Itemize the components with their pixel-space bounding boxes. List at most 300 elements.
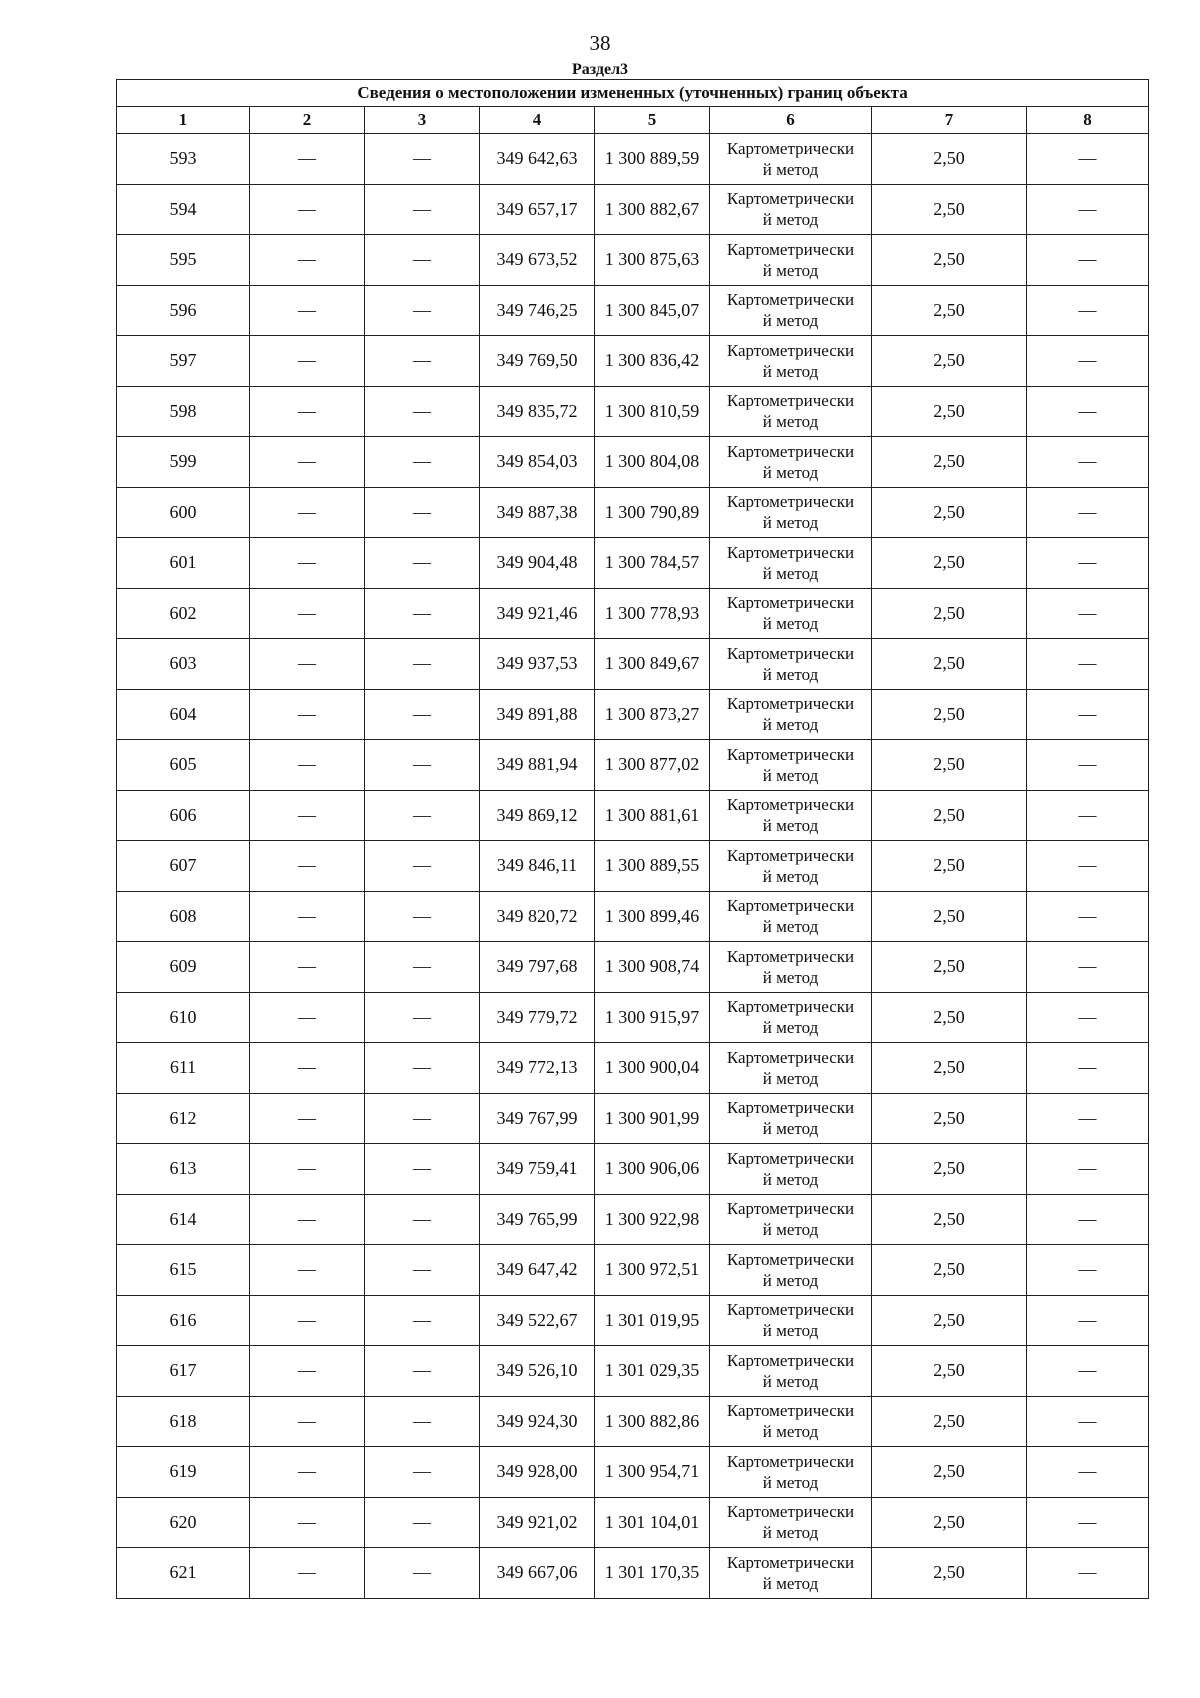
col3-cell: —: [365, 1144, 480, 1195]
col8-cell: —: [1027, 1447, 1149, 1498]
col2-cell: —: [250, 1548, 365, 1599]
table-row: [117, 1194, 1149, 1245]
precision-cell: 2,50: [872, 538, 1027, 589]
col8-cell: —: [1027, 1548, 1149, 1599]
col3-cell: —: [365, 285, 480, 336]
col8-cell: —: [1027, 992, 1149, 1043]
col2-cell: —: [250, 1043, 365, 1094]
precision-cell: 2,50: [872, 184, 1027, 235]
y-coordinate-cell: 1 300 901,99: [595, 1093, 710, 1144]
table-row: [117, 891, 1149, 942]
x-coordinate-cell: 349 891,88: [480, 689, 595, 740]
col2-cell: —: [250, 235, 365, 286]
precision-cell: 2,50: [872, 942, 1027, 993]
y-coordinate-cell: 1 300 908,74: [595, 942, 710, 993]
col3-cell: —: [365, 1245, 480, 1296]
x-coordinate-cell: 349 667,06: [480, 1548, 595, 1599]
col8-cell: —: [1027, 942, 1149, 993]
col8-cell: —: [1027, 336, 1149, 387]
col2-cell: —: [250, 841, 365, 892]
col8-cell: —: [1027, 1295, 1149, 1346]
method-text-line: й метод: [762, 917, 819, 937]
precision-cell: 2,50: [872, 689, 1027, 740]
method-cell: [710, 891, 872, 942]
x-coordinate-cell: 349 904,48: [480, 538, 595, 589]
col3-cell: —: [365, 1194, 480, 1245]
col8-cell: —: [1027, 841, 1149, 892]
method-text-line: Картометрически: [726, 1401, 855, 1421]
x-coordinate-cell: 349 846,11: [480, 841, 595, 892]
precision-cell: 2,50: [872, 1144, 1027, 1195]
col3-cell: —: [365, 942, 480, 993]
table-body: [117, 134, 1149, 1599]
precision-cell: 2,50: [872, 1548, 1027, 1599]
y-coordinate-cell: 1 300 873,27: [595, 689, 710, 740]
method-cell: [710, 487, 872, 538]
col2-cell: —: [250, 386, 365, 437]
col3-cell: —: [365, 184, 480, 235]
method-text-line: й метод: [762, 614, 819, 634]
col3-cell: —: [365, 386, 480, 437]
x-coordinate-cell: 349 797,68: [480, 942, 595, 993]
column-header-8: 8: [1027, 107, 1149, 134]
method-text-line: Картометрически: [726, 1451, 855, 1471]
x-coordinate-cell: 349 765,99: [480, 1194, 595, 1245]
method-text-line: Картометрически: [726, 492, 855, 512]
col8-cell: —: [1027, 891, 1149, 942]
method-text-line: й метод: [762, 513, 819, 533]
col8-cell: —: [1027, 1497, 1149, 1548]
point-number-cell: 596: [117, 285, 250, 336]
point-number-cell: 599: [117, 437, 250, 488]
table-row: [117, 790, 1149, 841]
col2-cell: —: [250, 1093, 365, 1144]
col3-cell: —: [365, 588, 480, 639]
col2-cell: —: [250, 1245, 365, 1296]
x-coordinate-cell: 349 921,02: [480, 1497, 595, 1548]
table-row: [117, 1396, 1149, 1447]
col2-cell: —: [250, 1295, 365, 1346]
y-coordinate-cell: 1 301 019,95: [595, 1295, 710, 1346]
table-row: [117, 386, 1149, 437]
point-number-cell: 611: [117, 1043, 250, 1094]
col8-cell: —: [1027, 1346, 1149, 1397]
method-text-line: Картометрически: [726, 239, 855, 259]
col3-cell: —: [365, 1295, 480, 1346]
method-text-line: Картометрически: [726, 694, 855, 714]
table-row: [117, 487, 1149, 538]
x-coordinate-cell: 349 887,38: [480, 487, 595, 538]
point-number-cell: 594: [117, 184, 250, 235]
col2-cell: —: [250, 942, 365, 993]
method-text-line: й метод: [762, 159, 819, 179]
x-coordinate-cell: 349 673,52: [480, 235, 595, 286]
table-row: [117, 538, 1149, 589]
col2-cell: —: [250, 285, 365, 336]
method-text-line: й метод: [762, 361, 819, 381]
method-text-line: й метод: [762, 1169, 819, 1189]
col8-cell: —: [1027, 538, 1149, 589]
table-row: [117, 184, 1149, 235]
col8-cell: —: [1027, 689, 1149, 740]
method-cell: [710, 1144, 872, 1195]
method-text-line: Картометрически: [726, 290, 855, 310]
y-coordinate-cell: 1 300 899,46: [595, 891, 710, 942]
point-number-cell: 616: [117, 1295, 250, 1346]
col3-cell: —: [365, 841, 480, 892]
method-text-line: Картометрически: [726, 643, 855, 663]
method-cell: [710, 588, 872, 639]
col3-cell: —: [365, 1093, 480, 1144]
col2-cell: —: [250, 538, 365, 589]
col3-cell: —: [365, 1497, 480, 1548]
point-number-cell: 595: [117, 235, 250, 286]
precision-cell: 2,50: [872, 1245, 1027, 1296]
col8-cell: —: [1027, 740, 1149, 791]
method-cell: [710, 1245, 872, 1296]
x-coordinate-cell: 349 642,63: [480, 134, 595, 185]
col3-cell: —: [365, 740, 480, 791]
method-text-line: Картометрически: [726, 744, 855, 764]
y-coordinate-cell: 1 300 849,67: [595, 639, 710, 690]
y-coordinate-cell: 1 300 875,63: [595, 235, 710, 286]
col2-cell: —: [250, 336, 365, 387]
method-cell: [710, 942, 872, 993]
y-coordinate-cell: 1 300 915,97: [595, 992, 710, 1043]
method-text-line: Картометрически: [726, 593, 855, 613]
point-number-cell: 597: [117, 336, 250, 387]
method-text-line: й метод: [762, 1321, 819, 1341]
col8-cell: —: [1027, 134, 1149, 185]
y-coordinate-cell: 1 300 906,06: [595, 1144, 710, 1195]
table-row: [117, 841, 1149, 892]
method-text-line: й метод: [762, 816, 819, 836]
x-coordinate-cell: 349 937,53: [480, 639, 595, 690]
method-text-line: Картометрически: [726, 542, 855, 562]
method-text-line: Картометрически: [726, 441, 855, 461]
y-coordinate-cell: 1 300 810,59: [595, 386, 710, 437]
method-text-line: й метод: [762, 210, 819, 230]
table-row: [117, 1295, 1149, 1346]
method-text-line: Картометрически: [726, 1148, 855, 1168]
precision-cell: 2,50: [872, 790, 1027, 841]
method-text-line: Картометрически: [726, 997, 855, 1017]
method-cell: [710, 1497, 872, 1548]
precision-cell: 2,50: [872, 386, 1027, 437]
column-header-3: 3: [365, 107, 480, 134]
method-text-line: й метод: [762, 1220, 819, 1240]
method-text-line: й метод: [762, 412, 819, 432]
col3-cell: —: [365, 1396, 480, 1447]
table-row: [117, 1497, 1149, 1548]
point-number-cell: 613: [117, 1144, 250, 1195]
table-row: [117, 588, 1149, 639]
table-row: [117, 689, 1149, 740]
col2-cell: —: [250, 790, 365, 841]
col2-cell: —: [250, 992, 365, 1043]
method-text-line: й метод: [762, 311, 819, 331]
method-cell: [710, 1295, 872, 1346]
col3-cell: —: [365, 437, 480, 488]
y-coordinate-cell: 1 300 784,57: [595, 538, 710, 589]
point-number-cell: 619: [117, 1447, 250, 1498]
table-row: [117, 336, 1149, 387]
method-text-line: й метод: [762, 967, 819, 987]
col8-cell: —: [1027, 1144, 1149, 1195]
col8-cell: —: [1027, 790, 1149, 841]
x-coordinate-cell: 349 869,12: [480, 790, 595, 841]
point-number-cell: 614: [117, 1194, 250, 1245]
method-text-line: Картометрически: [726, 1502, 855, 1522]
column-header-1: 1: [117, 107, 250, 134]
x-coordinate-cell: 349 928,00: [480, 1447, 595, 1498]
method-text-line: й метод: [762, 664, 819, 684]
method-text-line: й метод: [762, 563, 819, 583]
point-number-cell: 601: [117, 538, 250, 589]
precision-cell: 2,50: [872, 740, 1027, 791]
col2-cell: —: [250, 639, 365, 690]
col3-cell: —: [365, 689, 480, 740]
precision-cell: 2,50: [872, 285, 1027, 336]
method-text-line: Картометрически: [726, 189, 855, 209]
method-cell: [710, 1043, 872, 1094]
method-cell: [710, 841, 872, 892]
point-number-cell: 610: [117, 992, 250, 1043]
method-text-line: й метод: [762, 1472, 819, 1492]
point-number-cell: 603: [117, 639, 250, 690]
col2-cell: —: [250, 1144, 365, 1195]
x-coordinate-cell: 349 772,13: [480, 1043, 595, 1094]
precision-cell: 2,50: [872, 1497, 1027, 1548]
point-number-cell: 612: [117, 1093, 250, 1144]
x-coordinate-cell: 349 526,10: [480, 1346, 595, 1397]
col3-cell: —: [365, 1447, 480, 1498]
table-row: [117, 1447, 1149, 1498]
col2-cell: —: [250, 134, 365, 185]
col3-cell: —: [365, 1548, 480, 1599]
method-cell: [710, 1346, 872, 1397]
y-coordinate-cell: 1 300 882,67: [595, 184, 710, 235]
method-text-line: Картометрически: [726, 340, 855, 360]
y-coordinate-cell: 1 300 900,04: [595, 1043, 710, 1094]
col8-cell: —: [1027, 487, 1149, 538]
method-text-line: Картометрически: [726, 1047, 855, 1067]
y-coordinate-cell: 1 300 889,59: [595, 134, 710, 185]
col3-cell: —: [365, 487, 480, 538]
method-text-line: Картометрически: [726, 845, 855, 865]
method-cell: [710, 437, 872, 488]
precision-cell: 2,50: [872, 1194, 1027, 1245]
method-cell: [710, 1396, 872, 1447]
column-header-4: 4: [480, 107, 595, 134]
column-header-7: 7: [872, 107, 1027, 134]
precision-cell: 2,50: [872, 336, 1027, 387]
x-coordinate-cell: 349 769,50: [480, 336, 595, 387]
col2-cell: —: [250, 184, 365, 235]
method-text-line: й метод: [762, 1422, 819, 1442]
method-cell: [710, 336, 872, 387]
table-row: [117, 1245, 1149, 1296]
x-coordinate-cell: 349 835,72: [480, 386, 595, 437]
x-coordinate-cell: 349 759,41: [480, 1144, 595, 1195]
point-number-cell: 617: [117, 1346, 250, 1397]
col2-cell: —: [250, 588, 365, 639]
precision-cell: 2,50: [872, 1295, 1027, 1346]
point-number-cell: 605: [117, 740, 250, 791]
method-text-line: Картометрически: [726, 1300, 855, 1320]
col2-cell: —: [250, 689, 365, 740]
x-coordinate-cell: 349 746,25: [480, 285, 595, 336]
point-number-cell: 609: [117, 942, 250, 993]
col2-cell: —: [250, 1396, 365, 1447]
table-row: [117, 235, 1149, 286]
col2-cell: —: [250, 487, 365, 538]
col2-cell: —: [250, 437, 365, 488]
precision-cell: 2,50: [872, 588, 1027, 639]
method-cell: [710, 689, 872, 740]
page-number: 38: [589, 31, 611, 55]
point-number-cell: 607: [117, 841, 250, 892]
y-coordinate-cell: 1 300 881,61: [595, 790, 710, 841]
point-number-cell: 593: [117, 134, 250, 185]
col3-cell: —: [365, 992, 480, 1043]
x-coordinate-cell: 349 820,72: [480, 891, 595, 942]
col8-cell: —: [1027, 1093, 1149, 1144]
y-coordinate-cell: 1 301 029,35: [595, 1346, 710, 1397]
column-number-row: [117, 107, 1149, 134]
method-text-line: Картометрически: [726, 1552, 855, 1572]
col8-cell: —: [1027, 588, 1149, 639]
col8-cell: —: [1027, 285, 1149, 336]
method-text-line: й метод: [762, 866, 819, 886]
col8-cell: —: [1027, 184, 1149, 235]
precision-cell: 2,50: [872, 134, 1027, 185]
col3-cell: —: [365, 891, 480, 942]
method-cell: [710, 992, 872, 1043]
method-cell: [710, 285, 872, 336]
method-text-line: й метод: [762, 1018, 819, 1038]
method-text-line: Картометрически: [726, 138, 855, 158]
precision-cell: 2,50: [872, 1396, 1027, 1447]
method-cell: [710, 1548, 872, 1599]
col8-cell: —: [1027, 437, 1149, 488]
method-text-line: Картометрически: [726, 896, 855, 916]
table-caption: Сведения о местоположении измененных (уточненных) границ объекта: [117, 80, 1149, 107]
y-coordinate-cell: 1 300 804,08: [595, 437, 710, 488]
col8-cell: —: [1027, 1194, 1149, 1245]
precision-cell: 2,50: [872, 437, 1027, 488]
point-number-cell: 600: [117, 487, 250, 538]
method-text-line: Картометрически: [726, 946, 855, 966]
table-row: [117, 437, 1149, 488]
table-row: [117, 942, 1149, 993]
column-header-5: 5: [595, 107, 710, 134]
y-coordinate-cell: 1 300 877,02: [595, 740, 710, 791]
precision-cell: 2,50: [872, 639, 1027, 690]
col8-cell: —: [1027, 1245, 1149, 1296]
method-text-line: Картометрически: [726, 795, 855, 815]
method-cell: [710, 639, 872, 690]
y-coordinate-cell: 1 301 170,35: [595, 1548, 710, 1599]
table-row: [117, 1043, 1149, 1094]
point-number-cell: 598: [117, 386, 250, 437]
x-coordinate-cell: 349 924,30: [480, 1396, 595, 1447]
y-coordinate-cell: 1 300 922,98: [595, 1194, 710, 1245]
method-text-line: й метод: [762, 715, 819, 735]
point-number-cell: 618: [117, 1396, 250, 1447]
x-coordinate-cell: 349 779,72: [480, 992, 595, 1043]
col2-cell: —: [250, 891, 365, 942]
method-text-line: й метод: [762, 1270, 819, 1290]
y-coordinate-cell: 1 300 778,93: [595, 588, 710, 639]
method-text-line: Картометрически: [726, 391, 855, 411]
table-row: [117, 740, 1149, 791]
table-row: [117, 1144, 1149, 1195]
x-coordinate-cell: 349 657,17: [480, 184, 595, 235]
method-cell: [710, 1194, 872, 1245]
point-number-cell: 606: [117, 790, 250, 841]
method-text-line: Картометрически: [726, 1249, 855, 1269]
precision-cell: 2,50: [872, 1346, 1027, 1397]
column-header-6: 6: [710, 107, 872, 134]
method-text-line: й метод: [762, 1573, 819, 1593]
x-coordinate-cell: 349 767,99: [480, 1093, 595, 1144]
method-cell: [710, 740, 872, 791]
y-coordinate-cell: 1 301 104,01: [595, 1497, 710, 1548]
point-number-cell: 620: [117, 1497, 250, 1548]
precision-cell: 2,50: [872, 235, 1027, 286]
point-number-cell: 621: [117, 1548, 250, 1599]
table-row: [117, 134, 1149, 185]
precision-cell: 2,50: [872, 891, 1027, 942]
point-number-cell: 602: [117, 588, 250, 639]
point-number-cell: 604: [117, 689, 250, 740]
precision-cell: 2,50: [872, 1447, 1027, 1498]
col3-cell: —: [365, 790, 480, 841]
table-row: [117, 285, 1149, 336]
y-coordinate-cell: 1 300 845,07: [595, 285, 710, 336]
section-title: Раздел3: [571, 61, 629, 78]
y-coordinate-cell: 1 300 889,55: [595, 841, 710, 892]
precision-cell: 2,50: [872, 841, 1027, 892]
col3-cell: —: [365, 1346, 480, 1397]
precision-cell: 2,50: [872, 1043, 1027, 1094]
precision-cell: 2,50: [872, 487, 1027, 538]
col2-cell: —: [250, 1194, 365, 1245]
y-coordinate-cell: 1 300 790,89: [595, 487, 710, 538]
method-cell: [710, 134, 872, 185]
col3-cell: —: [365, 235, 480, 286]
col3-cell: —: [365, 1043, 480, 1094]
method-text-line: Картометрически: [726, 1350, 855, 1370]
boundary-coordinates-table: [116, 79, 1149, 1599]
col2-cell: —: [250, 1346, 365, 1397]
point-number-cell: 615: [117, 1245, 250, 1296]
table-row: [117, 1346, 1149, 1397]
method-text-line: й метод: [762, 1068, 819, 1088]
y-coordinate-cell: 1 300 836,42: [595, 336, 710, 387]
y-coordinate-cell: 1 300 954,71: [595, 1447, 710, 1498]
method-text-line: й метод: [762, 765, 819, 785]
col3-cell: —: [365, 538, 480, 589]
col8-cell: —: [1027, 386, 1149, 437]
table-row: [117, 639, 1149, 690]
method-cell: [710, 790, 872, 841]
col3-cell: —: [365, 336, 480, 387]
method-cell: [710, 235, 872, 286]
method-text-line: й метод: [762, 462, 819, 482]
table-row: [117, 992, 1149, 1043]
